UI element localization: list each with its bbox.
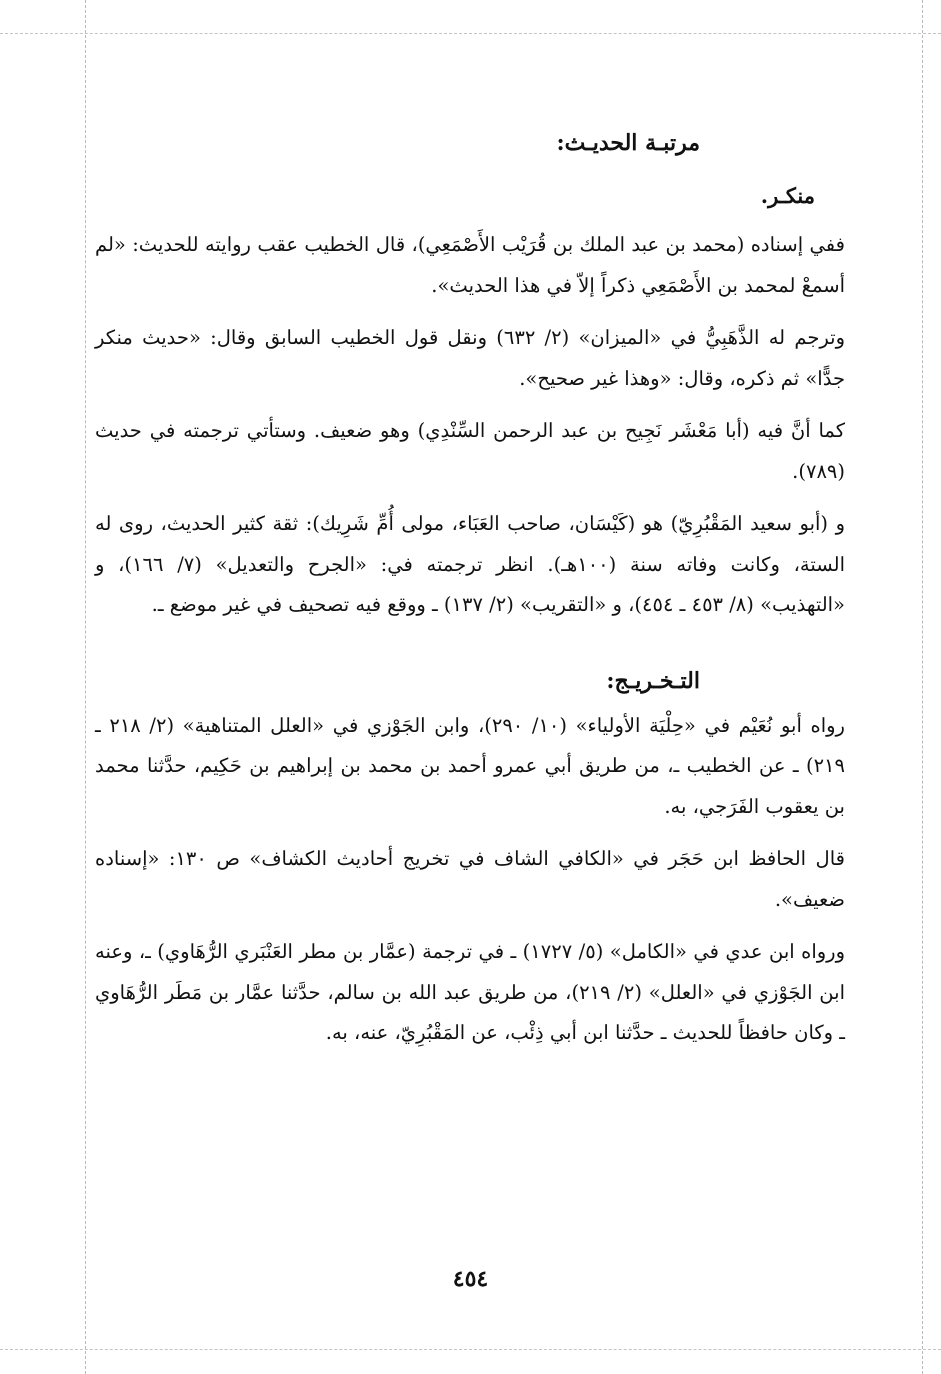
paragraph-ibn-adi: ورواه ابن عدي في «الكامل» (٥/ ١٧٢٧) ـ في ترجمة (عمَّار بن مطر العَنْبَري الرُّهَاوي) ـ، وعنه ابن الجَوْزي في «العلل» (٢/ ٢١٩)، من طريق عبد الله بن سالم، حدَّثنا عمَّار بن مَطَر الرُّهَاوي ـ وكان حافظاً للحديث ـ حدَّثنا ابن أبي ذِئْب، عن المَقْبُرِيّ، عنه، به. — [95, 940, 845, 1044]
margin-guide-bottom — [0, 1349, 941, 1350]
paragraph-isnad-asmai: ففي إسناده (محمد بن عبد الملك بن قُرَيْب الأَصْمَعِي)، قال الخطيب عقب روايته للحديث: «لم أسمعْ لمحمد بن الأَصْمَعِي ذكراً إلاّ في هذا الحديث». — [95, 233, 845, 297]
margin-guide-left — [85, 0, 86, 1374]
section-heading-takhrij: التـخـريـج: — [606, 667, 700, 694]
paragraph-ibn-hajar: قال الحافظ ابن حَجَر في «الكافي الشاف في تخريج أحاديث الكشاف» ص ١٣٠: «إسناده ضعيف». — [95, 847, 845, 911]
paragraph-maqburi: و (أبو سعيد المَقْبُرِيّ) هو (كَيْسَان، صاحب العَبَاء، مولى أُمِّ شَرِيك): ثقة كثير الحديث، روى له الستة، وكانت وفاته سنة (١٠٠هـ). انظر ترجمته في: «الجرح والتعديل» (٧/ ١٦٦)، و «التهذيب» (٨/ ٤٥٣ ـ ٤٥٤)، و «التقريب» (٢/ ١٣٧) ـ ووقع فيه تصحيف في غير موضع ـ. — [95, 512, 845, 616]
paragraph-abu-mashar: كما أنَّ فيه (أبا مَعْشَر نَجِيح بن عبد الرحمن السِّنْدِي) وهو ضعيف. وستأتي ترجمته في حديث (٧٨٩). — [95, 419, 845, 483]
margin-guide-right — [922, 0, 923, 1374]
paragraph-dhahabi: وترجم له الذَّهَبِيُّ في «الميزان» (٢/ ٦٣٢) ونقل قول الخطيب السابق وقال: «حديث منكر جدًّا» ثم ذكره، وقال: «وهذا غير صحيح». — [95, 326, 845, 390]
section-heading-rank: مرتبـة الحديـث: — [556, 130, 700, 156]
paragraph-abu-nuaym: رواه أبو نُعَيْم في «حِلْيَة الأولياء» (١٠/ ٢٩٠)، وابن الجَوْزي في «العلل المتناهية» (٢/ ٢١٨ ـ ٢١٩) ـ عن الخطيب ـ، من طريق أبي عمرو أحمد بن محمد بن إبراهيم بن حَكِيم، حدَّثنا محمد بن يعقوب الفَرَجي، به. — [95, 713, 845, 818]
page-body — [95, 118, 845, 1066]
hadith-verdict: منكـر. — [760, 183, 815, 208]
page-number: ٤٥٤ — [452, 1266, 489, 1292]
margin-guide-top — [0, 33, 941, 34]
